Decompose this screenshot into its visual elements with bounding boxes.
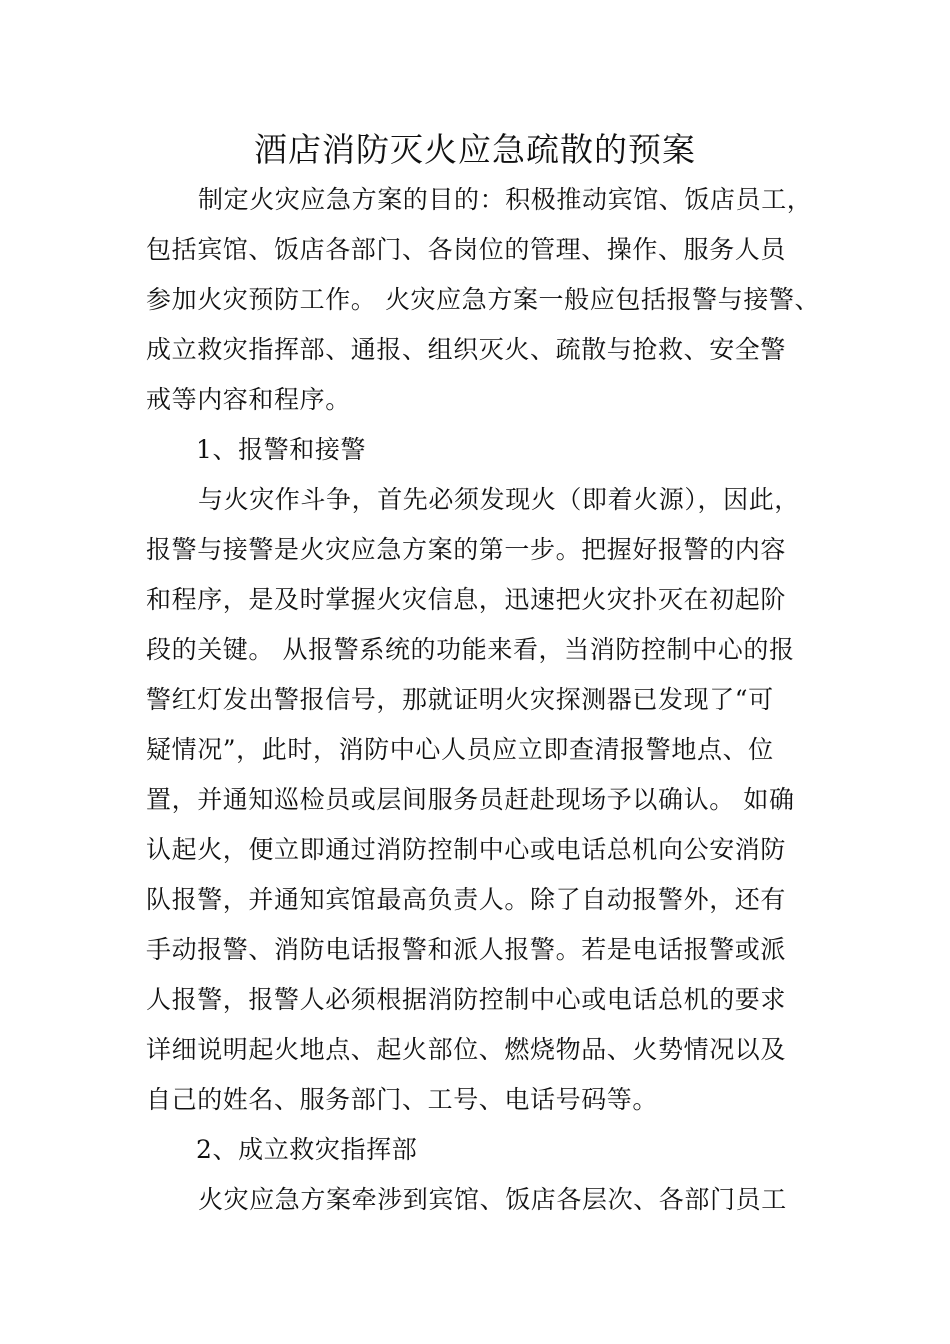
document-title: 酒店消防灭火应急疏散的预案 bbox=[254, 130, 696, 169]
paragraph-line: 详细说明起火地点、起火部位、燃烧物品、火势情况以及 bbox=[146, 1035, 787, 1064]
paragraph-line: 队报警，并通知宾馆最高负责人。除了自动报警外，还有 bbox=[146, 885, 787, 914]
paragraph-line: 置，并通知巡检员或层间服务员赶赴现场予以确认。 如确 bbox=[146, 785, 795, 814]
paragraph-line: 戒等内容和程序。 bbox=[146, 385, 351, 414]
paragraph-line: 和程序，是及时掌握火灾信息，迅速把火灾扑灭在初起阶 bbox=[146, 585, 787, 614]
paragraph-line: 火灾应急方案牵涉到宾馆、饭店各层次、各部门员工 bbox=[198, 1185, 787, 1214]
paragraph-line: 手动报警、消防电话报警和派人报警。若是电话报警或派 bbox=[146, 935, 787, 964]
paragraph-line: 参加火灾预防工作。 火灾应急方案一般应包括报警与接警、 bbox=[146, 285, 821, 314]
section-heading: 2、成立救灾指挥部 bbox=[196, 1135, 418, 1164]
paragraph-line: 报警与接警是火灾应急方案的第一步。把握好报警的内容 bbox=[146, 535, 787, 564]
section-heading: 1、报警和接警 bbox=[196, 435, 367, 464]
paragraph-line: 警红灯发出警报信号，那就证明火灾探测器已发现了“可 bbox=[146, 685, 774, 714]
paragraph-line: 认起火，便立即通过消防控制中心或电话总机向公安消防 bbox=[146, 835, 787, 864]
paragraph-line: 段的关键。 从报警系统的功能来看，当消防控制中心的报 bbox=[146, 635, 795, 664]
paragraph-line: 制定火灾应急方案的目的：积极推动宾馆、饭店员工， bbox=[198, 185, 813, 214]
paragraph-line: 人报警，报警人必须根据消防控制中心或电话总机的要求 bbox=[146, 985, 787, 1014]
paragraph-line: 与火灾作斗争，首先必须发现火（即着火源），因此， bbox=[198, 485, 800, 514]
paragraph-line: 包括宾馆、饭店各部门、各岗位的管理、操作、服务人员 bbox=[146, 235, 787, 264]
paragraph-line: 成立救灾指挥部、通报、组织灭火、疏散与抢救、安全警 bbox=[146, 335, 787, 364]
paragraph-line: 自己的姓名、服务部门、工号、电话号码等。 bbox=[146, 1085, 659, 1114]
paragraph-line: 疑情况”，此时，消防中心人员应立即查清报警地点、位 bbox=[146, 735, 774, 764]
